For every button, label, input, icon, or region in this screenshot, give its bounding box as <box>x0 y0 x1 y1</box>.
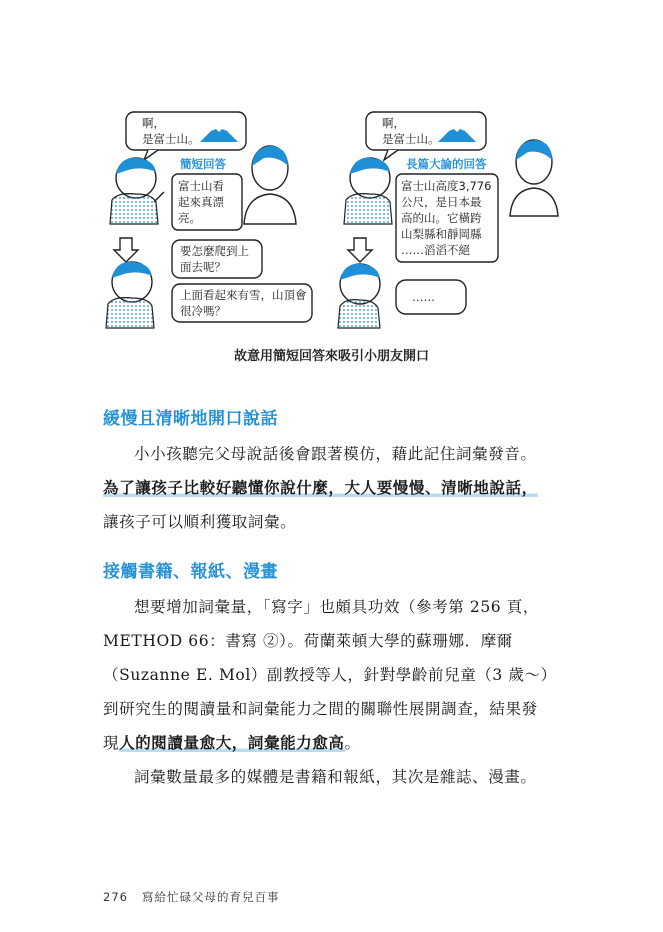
right-top-bubble-text: 啊， 是富士山。 <box>382 116 440 146</box>
right-tag-long-answer: 長篇大論的回答 <box>406 157 487 171</box>
section-heading-speak-slowly: 緩慢且清晰地開口說話 <box>103 409 278 429</box>
section2-line-4: 到研究生的閱讀量和詞彙能力之間的關聯性展開調查，結果發 <box>103 700 538 718</box>
section2-line-1: 想要增加詞彙量，「寫字」也頗具功效（參考第 256 頁， <box>134 598 539 616</box>
child-figure-left-bottom <box>106 262 154 328</box>
section2-line-5 <box>103 726 563 760</box>
left-tag-short-answer: 簡短回答 <box>180 157 226 171</box>
left-top-bubble-text: 啊， 是富士山。 <box>142 116 200 146</box>
section2-line-2: METHOD 66：書寫 ②）。荷蘭萊頓大學的蘇珊娜．摩爾 <box>103 632 513 650</box>
adult-figure-left <box>244 146 296 224</box>
section2-line-6: 詞彙數量最多的媒體是書籍和報紙，其次是雜誌、漫畫。 <box>134 768 537 786</box>
section1-line-2 <box>103 471 563 505</box>
left-answer-text: 富士山看 起來真漂 亮。 <box>178 179 224 225</box>
section2-highlight: 人的閱讀量愈大，詞彙能力愈高 <box>119 733 345 752</box>
section1-line-1: 小小孩聽完父母說話後會跟著模仿，藉此記住詞彙發音。 <box>134 445 537 463</box>
left-question-1-text: 要怎麼爬到上 面去呢？ <box>180 244 249 274</box>
figure-caption: 故意用簡短回答來吸引小朋友開口 <box>233 349 429 364</box>
section1-body <box>103 437 563 539</box>
left-question-2-text: 上面看起來有雪，山頂會 很冷嗎？ <box>180 288 307 318</box>
right-answer-text: 富士山高度3,776 公尺，是日本最 高的山。它橫跨 山梨縣和靜岡縣 ……滔滔不絕 <box>401 179 492 257</box>
child-figure-right-bottom <box>338 264 380 328</box>
down-arrow-icon <box>114 238 138 262</box>
adult-figure-right <box>510 140 558 216</box>
down-arrow-icon <box>348 238 372 262</box>
page-number: 276 <box>103 890 128 904</box>
book-title: 寫給忙碌父母的育兒百事 <box>141 890 280 904</box>
section1-highlight: 為了讓孩子比較好聽懂你說什麼，大人要慢慢、清晰地說話， <box>103 478 538 497</box>
illustration <box>98 112 568 342</box>
right-reply-text: …… <box>412 290 435 304</box>
section1-line-3: 讓孩子可以順利獲取詞彙。 <box>103 513 297 531</box>
child-figure-right-top <box>344 158 392 224</box>
section2-line-5-pre: 現 <box>103 734 120 752</box>
section-heading-reading-materials: 接觸書籍、報紙、漫畫 <box>103 562 278 582</box>
page-footer <box>103 889 293 905</box>
child-figure-left-top <box>110 158 164 224</box>
section2-body <box>103 590 563 794</box>
section2-line-5-post: 。 <box>344 734 361 752</box>
section2-line-3: （Suzanne E. Mol）副教授等人，針對學齡前兒童（3 歲～） <box>103 666 557 684</box>
